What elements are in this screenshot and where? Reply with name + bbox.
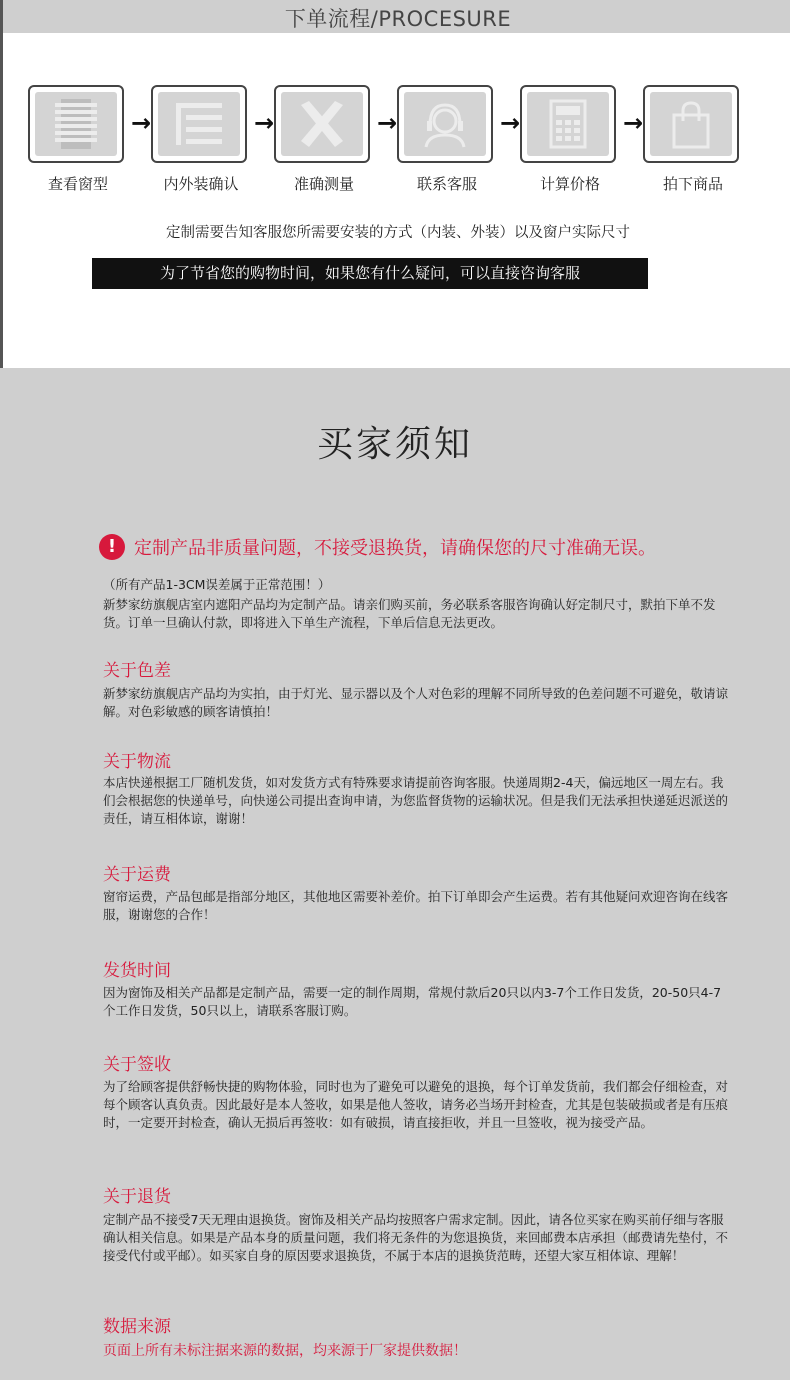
arrow-icon: →	[131, 109, 152, 137]
section-title-data-source: 数据来源	[103, 1317, 171, 1337]
step-label: 拍下商品	[662, 175, 723, 193]
arrow-icon: →	[377, 109, 398, 137]
section-title-delivery-time: 发货时间	[103, 961, 171, 981]
step-label: 计算价格	[539, 175, 600, 193]
step-label: 准确测量	[293, 175, 354, 193]
step-box	[397, 85, 493, 163]
notice-title: 买家须知	[316, 424, 473, 465]
step-label: 内外装确认	[163, 175, 239, 193]
section-text-receipt: 为了给顾客提供舒畅快捷的购物体验，同时也为了避免可以避免的退换，每个订单发货前，我们都会仔细检查，对每个顾客认真负责。因此最好是本人签收，如果是他人签收，请务必当场开封检查，尤其是包装破损或者是有压痕时，一定要开封检查，确认无损后再签收：如有破损，请直接拒收，并且一旦签收，视为接受产品。	[103, 1079, 729, 1130]
service-banner: 为了节省您的购物时间，如果您有什么疑问，可以直接咨询客服	[92, 258, 648, 289]
section-title-logistics: 关于物流	[103, 752, 171, 772]
blinds-icon	[47, 99, 105, 149]
step-box	[151, 85, 247, 163]
section-text-color: 新梦家纺旗舰店产品均为实拍，由于灯光、显示器以及个人对色彩的理解不同所导致的色差问题不可避免，敬请谅解。对色彩敏感的顾客请慎拍！	[103, 686, 729, 719]
headset-icon	[416, 99, 474, 149]
section-text-logistics: 本店快递根据工厂随机发货，如对发货方式有特殊要求请提前咨询客服。快递周期2-4天，偏远地区一周左右。我们会根据您的快递单号，向快递公司提出查询申请，为您监督货物的运输状况。但是我们无法承担快递延迟派送的责任，请互相体谅，谢谢！	[103, 775, 729, 826]
intro-range-note: （所有产品1-3CM误差属于正常范围！）	[103, 577, 331, 592]
step-box	[643, 85, 739, 163]
step-calculate-price	[520, 85, 620, 194]
step-box	[28, 85, 124, 163]
calculator-icon	[539, 99, 597, 149]
step-view-window-type	[28, 85, 128, 194]
step-measure	[274, 85, 374, 194]
shopping-bag-icon	[662, 99, 720, 149]
arrow-icon: →	[623, 109, 644, 137]
step-box	[520, 85, 616, 163]
arrow-icon: →	[254, 109, 275, 137]
section-title-receipt: 关于签收	[103, 1055, 171, 1075]
step-box	[274, 85, 370, 163]
step-label: 查看窗型	[47, 175, 108, 193]
process-title: 下单流程/PROCESURE	[284, 7, 512, 31]
section-text-delivery-time: 因为窗饰及相关产品都是定制产品，需要一定的制作周期，常规付款后20只以内3-7个工作日发货，20-50只4-7个工作日发货，50只以上，请联系客服订购。	[103, 985, 722, 1018]
section-title-shipping-fee: 关于运费	[103, 865, 171, 885]
step-confirm-mount	[151, 85, 251, 194]
install-note: 定制需要告知客服您所需要安装的方式（内装、外装）以及窗户实际尺寸	[166, 225, 630, 241]
list-icon	[170, 99, 228, 149]
section-title-returns: 关于退货	[103, 1187, 171, 1207]
ruler-icon	[293, 99, 351, 149]
buyer-notice-section	[0, 368, 790, 1380]
warning-line	[99, 534, 656, 560]
section-text-returns: 定制产品不接受7天无理由退换货。窗饰及相关产品均按照客户需求定制。因此，请各位买家在购买前仔细与客服确认相关信息。如果是产品本身的质量问题，我们将无条件的为您退换货，来回邮费本店承担（邮费请先垫付，不接受代付或平邮）。如买家自身的原因要求退换货，不属于本店的退换货范畴，还望大家互相体谅、理解！	[103, 1212, 729, 1263]
section-text-data-source: 页面上所有未标注据来源的数据，均来源于厂家提供数据！	[103, 1343, 467, 1359]
step-contact-service	[397, 85, 497, 194]
intro-paragraph: 新梦家纺旗舰店室内遮阳产品均为定制产品。请亲们购买前，务必联系客服咨询确认好定制尺寸，默拍下单不发货。订单一旦确认付款，即将进入下单生产流程，下单后信息无法更改。	[103, 597, 716, 630]
step-place-order	[643, 85, 743, 194]
warning-icon: !	[99, 534, 125, 560]
arrow-icon: →	[500, 109, 521, 137]
section-text-shipping-fee: 窗帘运费，产品包邮是指部分地区，其他地区需要补差价。拍下订单即会产生运费。若有其他疑问欢迎咨询在线客服，谢谢您的合作！	[103, 889, 729, 922]
process-steps	[28, 85, 768, 205]
section-title-color: 关于色差	[103, 661, 171, 681]
header-band	[3, 0, 790, 33]
warning-text: 定制产品非质量问题，不接受退换货，请确保您的尺寸准确无误。	[134, 538, 656, 559]
process-section	[0, 0, 790, 368]
step-label: 联系客服	[416, 175, 477, 193]
